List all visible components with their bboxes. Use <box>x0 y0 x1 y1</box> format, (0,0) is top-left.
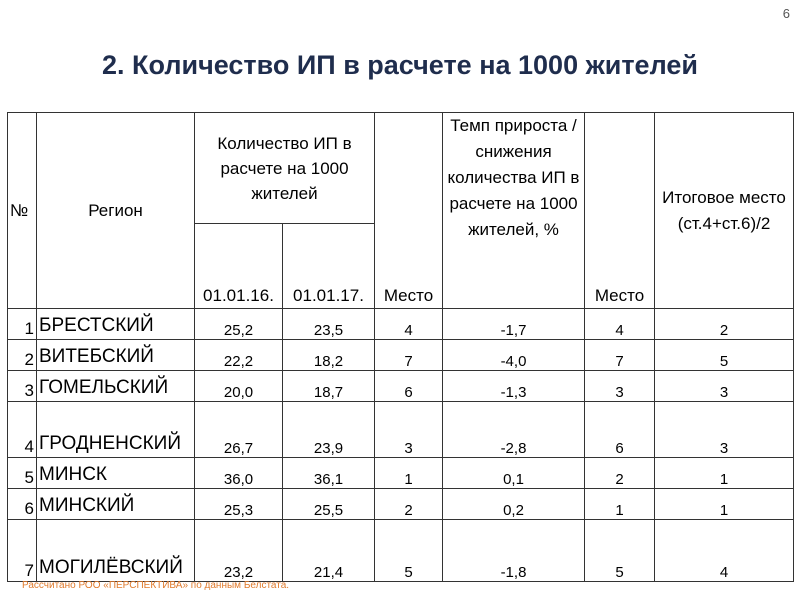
slide-title: 2. Количество ИП в расчете на 1000 жителей <box>102 50 698 80</box>
place-2: 3 <box>585 371 655 402</box>
final-place: 5 <box>655 340 794 371</box>
place-2: 1 <box>585 489 655 520</box>
growth-rate: 0,2 <box>443 489 585 520</box>
value-2017: 21,4 <box>283 520 375 582</box>
value-2016: 22,2 <box>195 340 283 371</box>
place-1: 1 <box>375 458 443 489</box>
row-number: 7 <box>8 520 37 582</box>
place-1: 5 <box>375 520 443 582</box>
header-date-2017: 01.01.17. <box>283 224 375 309</box>
table-row <box>8 458 794 489</box>
row-number: 6 <box>8 489 37 520</box>
growth-rate: -1,3 <box>443 371 585 402</box>
growth-rate: -2,8 <box>443 402 585 458</box>
table-row <box>8 489 794 520</box>
value-2017: 23,5 <box>283 309 375 340</box>
header-date-2016: 01.01.16. <box>195 224 283 309</box>
final-place: 3 <box>655 402 794 458</box>
row-number: 1 <box>8 309 37 340</box>
header-number: № <box>8 113 37 309</box>
header-count-group: Количество ИП в расчете на 1000 жителей <box>195 113 375 224</box>
region-name: ГОМЕЛЬСКИЙ <box>37 371 195 402</box>
value-2016: 26,7 <box>195 402 283 458</box>
header-region: Регион <box>37 113 195 309</box>
source-footnote: Рассчитано РОО «ПЕРСПЕКТИВА» по данным Белстата. <box>22 580 290 591</box>
place-2: 2 <box>585 458 655 489</box>
growth-rate: 0,1 <box>443 458 585 489</box>
final-place: 3 <box>655 371 794 402</box>
final-place: 2 <box>655 309 794 340</box>
place-1: 2 <box>375 489 443 520</box>
row-number: 3 <box>8 371 37 402</box>
value-2016: 25,2 <box>195 309 283 340</box>
value-2016: 20,0 <box>195 371 283 402</box>
region-name: МИНСКИЙ <box>37 489 195 520</box>
value-2016: 23,2 <box>195 520 283 582</box>
value-2016: 25,3 <box>195 489 283 520</box>
value-2017: 36,1 <box>283 458 375 489</box>
row-number: 2 <box>8 340 37 371</box>
final-place: 1 <box>655 489 794 520</box>
row-number: 4 <box>8 402 37 458</box>
growth-rate: -1,7 <box>443 309 585 340</box>
place-2: 7 <box>585 340 655 371</box>
region-name: ГРОДНЕНСКИЙ <box>37 402 195 458</box>
page-number: 6 <box>782 6 790 21</box>
place-2: 6 <box>585 402 655 458</box>
value-2017: 18,7 <box>283 371 375 402</box>
row-number: 5 <box>8 458 37 489</box>
region-name: БРЕСТСКИЙ <box>37 309 195 340</box>
region-name: МОГИЛЁВСКИЙ <box>37 520 195 582</box>
place-2: 4 <box>585 309 655 340</box>
region-name: ВИТЕБСКИЙ <box>37 340 195 371</box>
header-place-2: Место <box>585 113 655 309</box>
final-place: 4 <box>655 520 794 582</box>
table-row <box>8 340 794 371</box>
place-2: 5 <box>585 520 655 582</box>
header-place-1: Место <box>375 113 443 309</box>
growth-rate: -4,0 <box>443 340 585 371</box>
ip-statistics-table <box>7 112 794 582</box>
value-2017: 23,9 <box>283 402 375 458</box>
final-place: 1 <box>655 458 794 489</box>
table-row <box>8 371 794 402</box>
place-1: 6 <box>375 371 443 402</box>
growth-rate: -1,8 <box>443 520 585 582</box>
place-1: 4 <box>375 309 443 340</box>
value-2017: 18,2 <box>283 340 375 371</box>
place-1: 3 <box>375 402 443 458</box>
region-name: МИНСК <box>37 458 195 489</box>
value-2017: 25,5 <box>283 489 375 520</box>
table-row <box>8 520 794 582</box>
value-2016: 36,0 <box>195 458 283 489</box>
table-row <box>8 402 794 458</box>
header-growth-rate: Темп прироста /снижения количества ИП в расчете на 1000 жителей, % <box>443 113 585 309</box>
table-row <box>8 309 794 340</box>
header-final-place: Итоговое место (ст.4+ст.6)/2 <box>655 113 794 309</box>
place-1: 7 <box>375 340 443 371</box>
